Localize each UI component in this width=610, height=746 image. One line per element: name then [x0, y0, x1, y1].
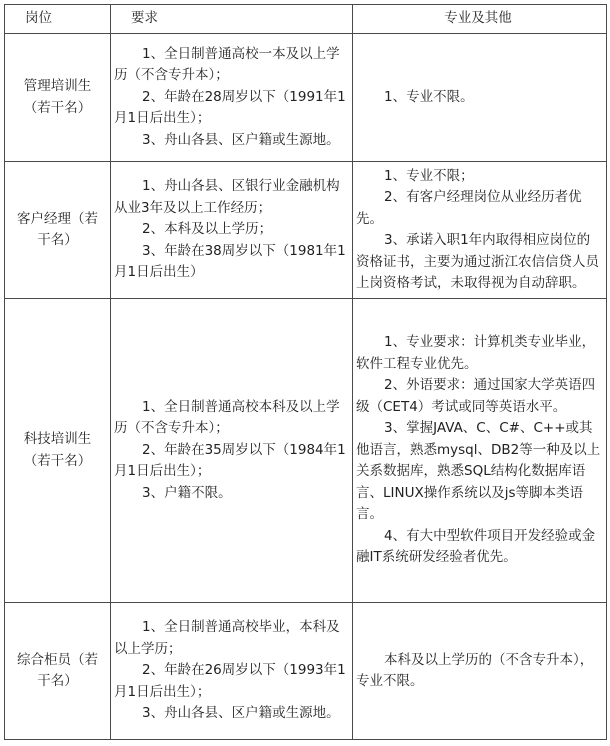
requirement-line: 1、全日制普通高校一本及以上学历（不含专升本）； — [114, 45, 340, 84]
table-row — [5, 299, 607, 603]
position-title: 客户经理（若干名） — [5, 162, 111, 299]
requirements-cell — [111, 299, 353, 603]
other-cell — [353, 603, 607, 740]
other-line: 1、专业不限。 — [384, 88, 474, 105]
requirements-cell — [111, 603, 353, 740]
header-other: 专业及其他 — [353, 5, 607, 34]
position-title: 管理培训生（若干名） — [5, 34, 111, 162]
requirement-line: 1、全日制普通高校本科及以上学历（不含专升本）； — [114, 398, 340, 437]
other-line: 本科及以上学历的（不含专升本），专业不限。 — [356, 651, 594, 689]
requirement-line: 3、舟山各县、区户籍或生源地。 — [142, 705, 340, 722]
requirement-line: 1、舟山各县、区银行业金融机构从业3年及以上工作经历； — [114, 178, 340, 216]
position-title: 科技培训生（若干名） — [5, 299, 111, 603]
other-line: 2、外语要求：通过国家大学英语四级（CET4）考试或同等英语水平。 — [356, 377, 596, 415]
requirement-line: 1、全日制普通高校毕业，本科及以上学历； — [114, 619, 340, 657]
requirement-line: 3、年龄在38周岁以下（1981年1月1日后出生） — [114, 242, 346, 281]
requirements-cell — [111, 162, 353, 299]
header-requirements: 要求 — [111, 5, 353, 34]
requirement-line: 2、年龄在26周岁以下（1993年1月1日后出生）； — [114, 662, 346, 700]
recruitment-table — [4, 4, 607, 740]
other-line: 4、有大中型软件项目开发经验或金融IT系统研发经验者优先。 — [356, 527, 596, 566]
position-title: 综合柜员（若干名） — [5, 603, 111, 740]
header-row — [5, 5, 607, 34]
requirement-line: 2、本科及以上学历； — [142, 221, 273, 238]
other-cell — [353, 299, 607, 603]
other-cell — [353, 34, 607, 162]
other-line: 1、专业要求：计算机类专业毕业，软件工程专业优先。 — [356, 334, 596, 372]
other-cell — [353, 162, 607, 299]
requirements-cell — [111, 34, 353, 162]
requirement-line: 3、舟山各县、区户籍或生源地。 — [142, 131, 340, 148]
requirement-line: 2、年龄在28周岁以下（1991年1月1日后出生）； — [114, 88, 346, 127]
header-position: 岗位 — [5, 5, 111, 34]
other-line: 3、掌握JAVA、C、C#、C++或其他语言，熟悉mysql、DB2等一种及以上关系数据库，熟悉SQL结构化数据库语言、LINUX操作系统以及js等脚本类语言。 — [356, 420, 601, 523]
requirement-line: 3、户籍不限。 — [142, 484, 232, 501]
table-row — [5, 162, 607, 299]
requirement-line: 2、年龄在35周岁以下（1984年1月1日后出生）； — [114, 441, 346, 480]
table-row — [5, 603, 607, 740]
other-line: 1、专业不限； — [384, 167, 474, 184]
other-line: 2、有客户经理岗位从业经历者优先。 — [356, 189, 582, 227]
table-row — [5, 34, 607, 162]
other-line: 3、承诺入职1年内取得相应岗位的资格证书，主要为通过浙江农信信贷人员上岗资格考试，未取得视为自动辞职。 — [356, 232, 599, 291]
